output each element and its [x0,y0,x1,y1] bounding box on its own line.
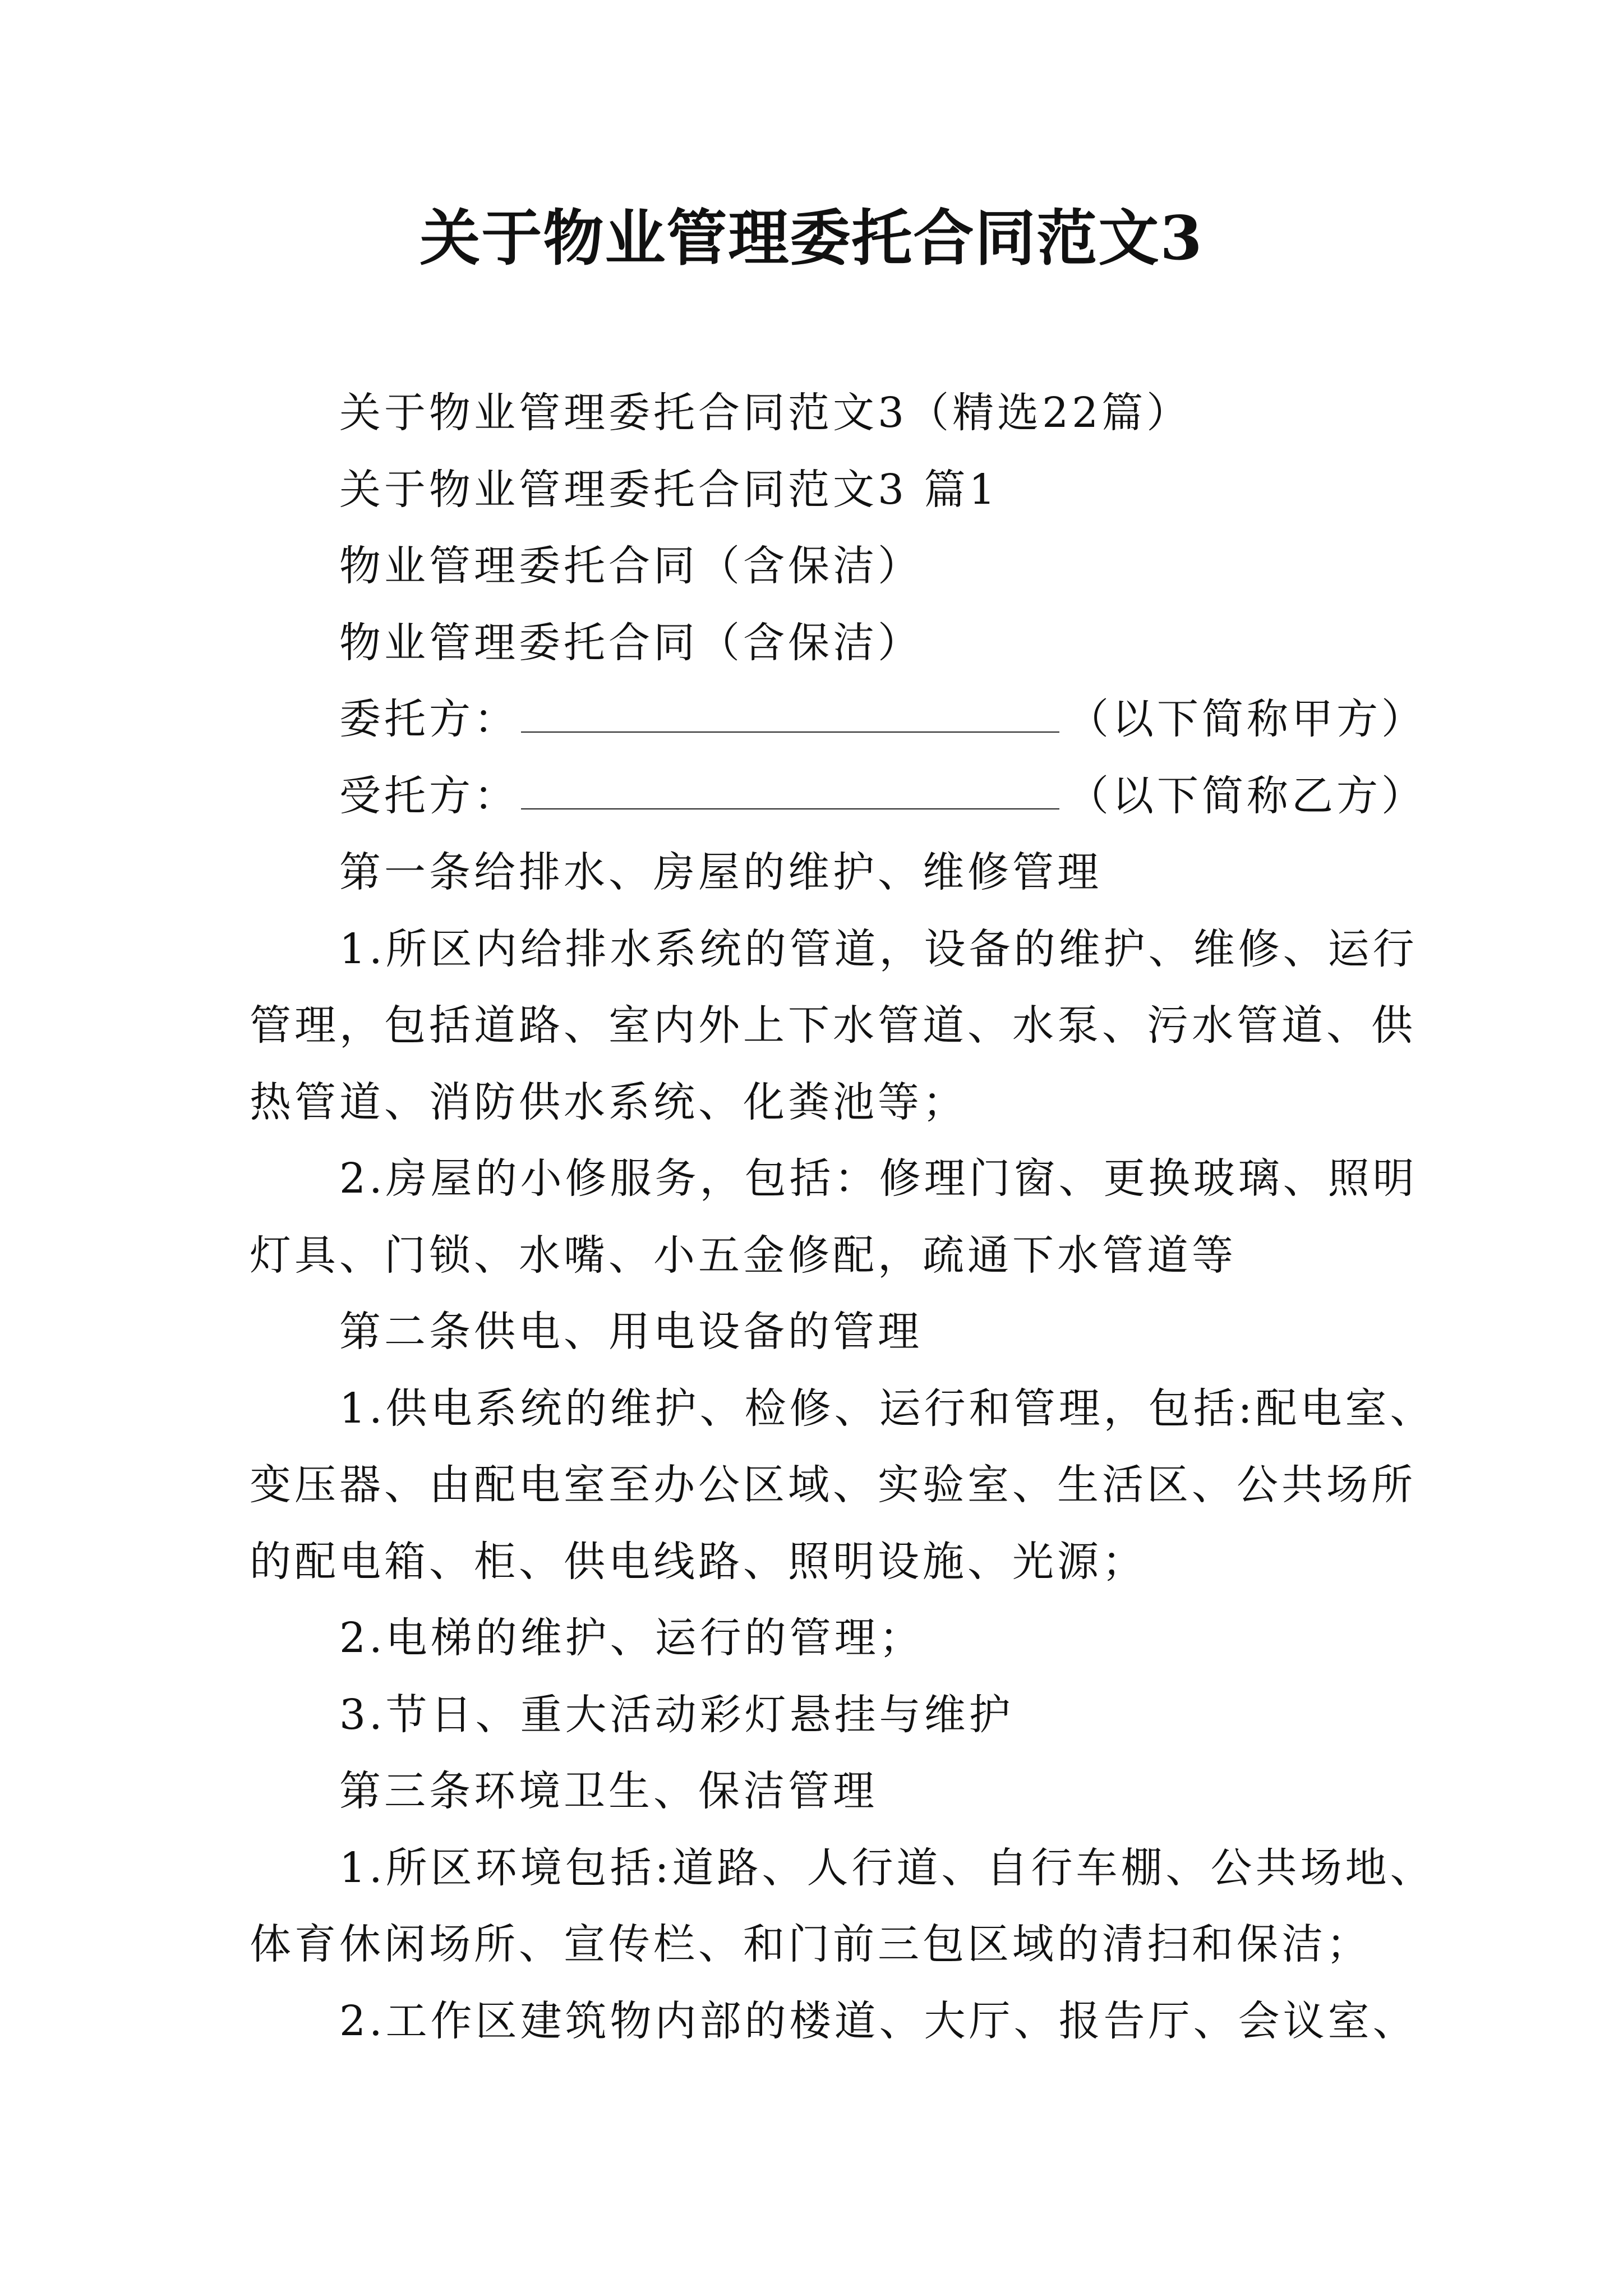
party-a-suffix: （以下简称甲方） [1067,695,1426,743]
paragraph-line: 管理，包括道路、室内外上下水管道、水泵、污水管道、供 [250,1001,1416,1050]
paragraph-line: 关于物业管理委托合同范文3（精选22篇） [339,389,1192,437]
party-b-label: 受托方： [339,771,519,820]
party-a-row [250,681,1426,758]
paragraph-line: 变压器、由配电室至办公区域、实验室、生活区、公共场所 [250,1461,1416,1509]
party-a-blank [521,681,1059,733]
paragraph-line: 2.工作区建筑物内部的楼道、大厅、报告厅、会议室、 [339,1996,1418,2045]
paragraph-line: 2.电梯的维护、运行的管理； [339,1614,924,1662]
paragraph-line: 的配电箱、柜、供电线路、照明设施、光源； [250,1537,1147,1586]
document-title: 关于物业管理委托合同范文3 [419,203,1204,274]
section-heading: 第二条供电、用电设备的管理 [339,1308,923,1356]
paragraph-line: 关于物业管理委托合同范文3 篇1 [339,465,999,514]
party-b-suffix: （以下简称乙方） [1067,771,1426,820]
paragraph-line: 物业管理委托合同（含保洁） [339,618,923,667]
document-body [250,375,1435,2059]
paragraph-line: 体育休闲场所、宣传栏、和门前三包区域的清扫和保洁； [250,1920,1371,1968]
party-b-row [250,758,1426,835]
paragraph-line: 3.节日、重大活动彩灯悬挂与维护 [339,1690,1014,1739]
paragraph-line: 物业管理委托合同（含保洁） [339,542,923,590]
party-b-blank [521,758,1059,809]
paragraph-line: 1.供电系统的维护、检修、运行和管理，包括:配电室、 [339,1384,1435,1433]
paragraph-line: 1.所区环境包括:道路、人行道、自行车棚、公共场地、 [339,1843,1435,1892]
section-heading: 第三条环境卫生、保洁管理 [339,1767,878,1815]
section-heading: 第一条给排水、房屋的维护、维修管理 [339,848,1102,896]
paragraph-line: 灯具、门锁、水嘴、小五金修配，疏通下水管道等 [250,1231,1237,1280]
paragraph-line: 1.所区内给排水系统的管道，设备的维护、维修、运行 [339,924,1418,973]
paragraph-line: 热管道、消防供水系统、化粪池等； [250,1078,967,1126]
party-a-label: 委托方： [339,695,519,743]
paragraph-line: 2.房屋的小修服务，包括：修理门窗、更换玻璃、照明 [339,1154,1418,1203]
